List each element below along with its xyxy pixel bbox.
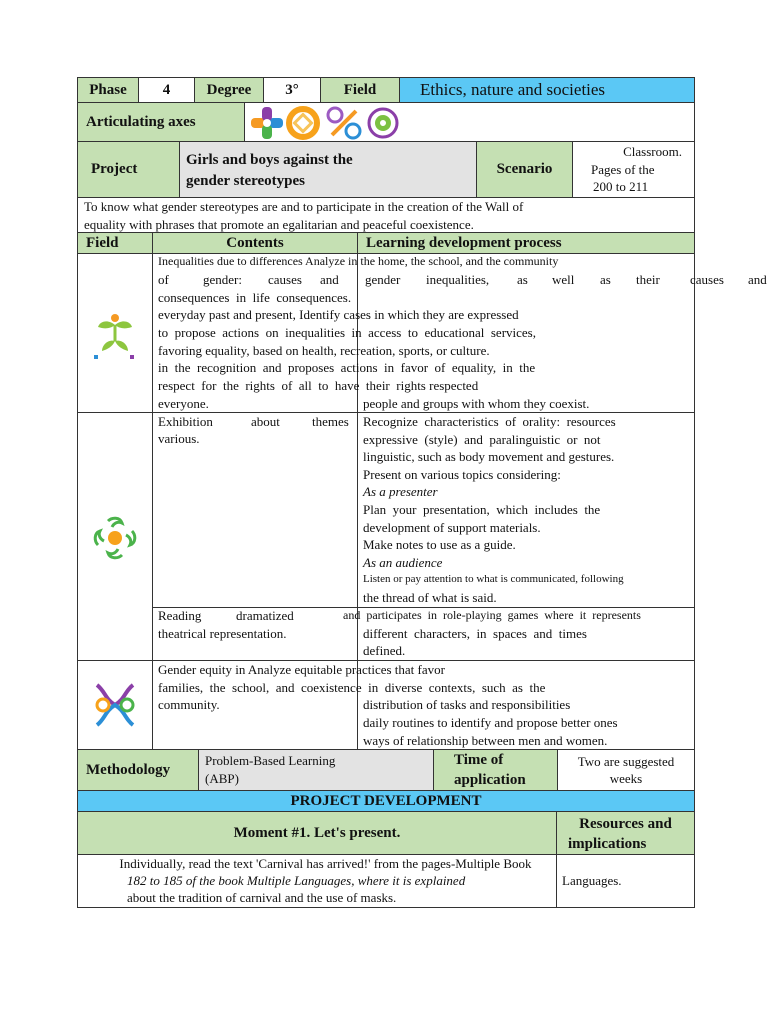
scenario-line3: 200 to 211 <box>593 179 649 194</box>
row2-sub-content-line2: theatrical representation. <box>158 626 287 641</box>
degree-label-cell <box>194 77 264 103</box>
row2-process-line10: Listen or pay attention to what is communicated, following <box>363 573 624 586</box>
row2-process-text <box>363 413 691 607</box>
axes-label: Articulating axes <box>86 113 196 130</box>
project-development-cell <box>77 790 695 812</box>
ethics-field-icon <box>90 311 140 361</box>
process-header-cell <box>357 232 695 254</box>
scenario-label-cell <box>476 141 573 198</box>
methodology-value-line1: Problem-Based Learning <box>205 753 336 768</box>
row1-line4: everyday past and present, Identify cases in which they are expressed <box>158 307 519 322</box>
purpose-cell <box>77 197 695 233</box>
row2-sub-line1: Reading dramatized and participates in role-playing games where it represents <box>158 608 641 623</box>
time-value-cell <box>557 749 695 791</box>
critical-thinking-axis-icon <box>285 105 321 141</box>
degree-value-cell <box>263 77 321 103</box>
project-title-cell <box>179 141 477 198</box>
row3-icon-cell <box>77 660 153 750</box>
gender-equality-axis-icon <box>365 105 401 141</box>
methodology-label: Methodology <box>86 761 171 778</box>
project-title-line2: gender stereotypes <box>186 173 306 189</box>
moment-title: Moment #1. Let's present. <box>233 824 401 841</box>
purpose-line1: To know what gender stereotypes are and to participate in the creation of the Wall of <box>84 199 524 214</box>
row1-line3: consequences in life consequences. <box>158 290 352 305</box>
time-label-cell <box>433 749 558 791</box>
contents-header-cell <box>152 232 358 254</box>
axes-icons-cell <box>244 102 695 142</box>
field-header: Field <box>86 234 119 251</box>
inclusion-axis-icon <box>249 105 285 141</box>
row2-process-line9: As an audience <box>363 554 443 570</box>
methodology-value-cell <box>198 749 434 791</box>
row2-process-line7: development of support materials. <box>363 519 541 535</box>
phase-label: Phase <box>89 81 127 98</box>
row3-process-line5: ways of relationship between men and women. <box>363 733 608 748</box>
row2-process-line5: As a presenter <box>363 484 438 500</box>
phase-value-cell <box>138 77 195 103</box>
row2-process-line4: Present on various topics considering: <box>363 466 561 482</box>
field-label: Field <box>343 81 377 98</box>
moment-cell <box>77 811 557 855</box>
row1-line6: favoring equality, based on health, recreation, sports, or culture. <box>158 343 490 358</box>
process-header: Learning development process <box>366 234 562 251</box>
scenario-value-cell <box>572 141 695 198</box>
project-label-cell <box>77 141 180 198</box>
resources-header-line2: implications <box>568 836 647 852</box>
project-development-title: PROJECT DEVELOPMENT <box>290 792 482 809</box>
project-title-line1: Girls and boys against the <box>186 152 353 168</box>
row1-icon-cell <box>77 253 153 413</box>
row2-process-line8: Make notes to use as a guide. <box>363 537 516 553</box>
scenario-line2: Pages of the <box>591 161 655 177</box>
row2-sub-process-line3: defined. <box>363 643 406 658</box>
row1-line2: of gender: causes and gender inequalities, as well as their causes and <box>158 272 767 287</box>
resource-value: Languages. <box>562 873 622 888</box>
activity-line3: about the tradition of carnival and the use of masks. <box>127 890 397 905</box>
row2-icon-cell <box>77 412 153 661</box>
row3-process-line4: daily routines to identify and propose better ones <box>363 715 618 730</box>
row1-line5: to propose actions on inequalities in access to educational services, <box>158 325 536 340</box>
time-value-line2: weeks <box>609 771 643 786</box>
resources-header-line1: Resources and <box>579 816 672 832</box>
row2-process-line11: the thread of what is said. <box>363 589 497 605</box>
project-label: Project <box>91 161 138 177</box>
community-field-icon <box>91 681 139 729</box>
contents-header: Contents <box>226 234 284 251</box>
languages-field-icon <box>92 515 138 561</box>
resources-header-cell <box>556 811 695 855</box>
row2-process-line6: Plan your presentation, which includes the <box>363 501 601 517</box>
activity-line2: 182 to 185 of the book Multiple Languages, where it is explained <box>127 873 466 888</box>
field-label-cell <box>320 77 400 103</box>
time-label-line1: Time of <box>454 752 504 768</box>
row3-line2: families, the school, and coexistence in diverse contexts, such as the <box>158 680 546 695</box>
scenario-line1: Classroom. <box>623 144 682 159</box>
row1-line9b: people and groups with whom they coexist. <box>363 396 590 411</box>
phase-value: 4 <box>162 81 171 98</box>
purpose-line2: equality with phrases that promote an egalitarian and peaceful coexistence. <box>84 216 474 232</box>
methodology-value-line2: (ABP) <box>205 771 239 786</box>
row1-line7: in the recognition and proposes actions in favor of equality, in the <box>158 360 536 375</box>
row2-content-line2: various. <box>158 431 200 446</box>
row3-line3: community. <box>158 697 220 712</box>
interculturality-axis-icon <box>324 105 364 141</box>
time-label-line2: application <box>454 772 526 788</box>
row2-process-line2: expressive (style) and paralinguistic or not <box>363 431 601 447</box>
field-value-cell <box>399 77 695 103</box>
row2-process-line1: Recognize characteristics of orality: resources <box>363 414 616 429</box>
row1-line9a: everyone. <box>158 396 209 411</box>
axes-label-cell <box>77 102 245 142</box>
row2-sub-process-line2: different characters, in spaces and times <box>363 626 587 641</box>
row3-line1: Gender equity in Analyze equitable practices that favor <box>158 662 445 677</box>
degree-label: Degree <box>206 81 252 98</box>
row2-content-line1: Exhibition about themes <box>158 414 349 429</box>
activity-line1:   Individually, read the text 'Carnival has arrived!' from the pages-Multiple Book <box>106 856 532 871</box>
methodology-label-cell <box>77 749 199 791</box>
time-value-line1: Two are suggested <box>577 754 675 769</box>
row1-line1: Inequalities due to differences Analyze in the home, the school, and the community <box>158 254 559 268</box>
scenario-label: Scenario <box>496 161 553 177</box>
field-value: Ethics, nature and societies <box>420 80 606 99</box>
row1-line8: respect for the rights of all to have their rights respected <box>158 378 479 393</box>
field-header-cell <box>77 232 153 254</box>
row2-process-line3: linguistic, such as body movement and gestures. <box>363 449 615 465</box>
row3-process-line3: distribution of tasks and responsibilities <box>363 697 571 712</box>
degree-value: 3° <box>285 81 299 98</box>
phase-label-cell <box>77 77 139 103</box>
